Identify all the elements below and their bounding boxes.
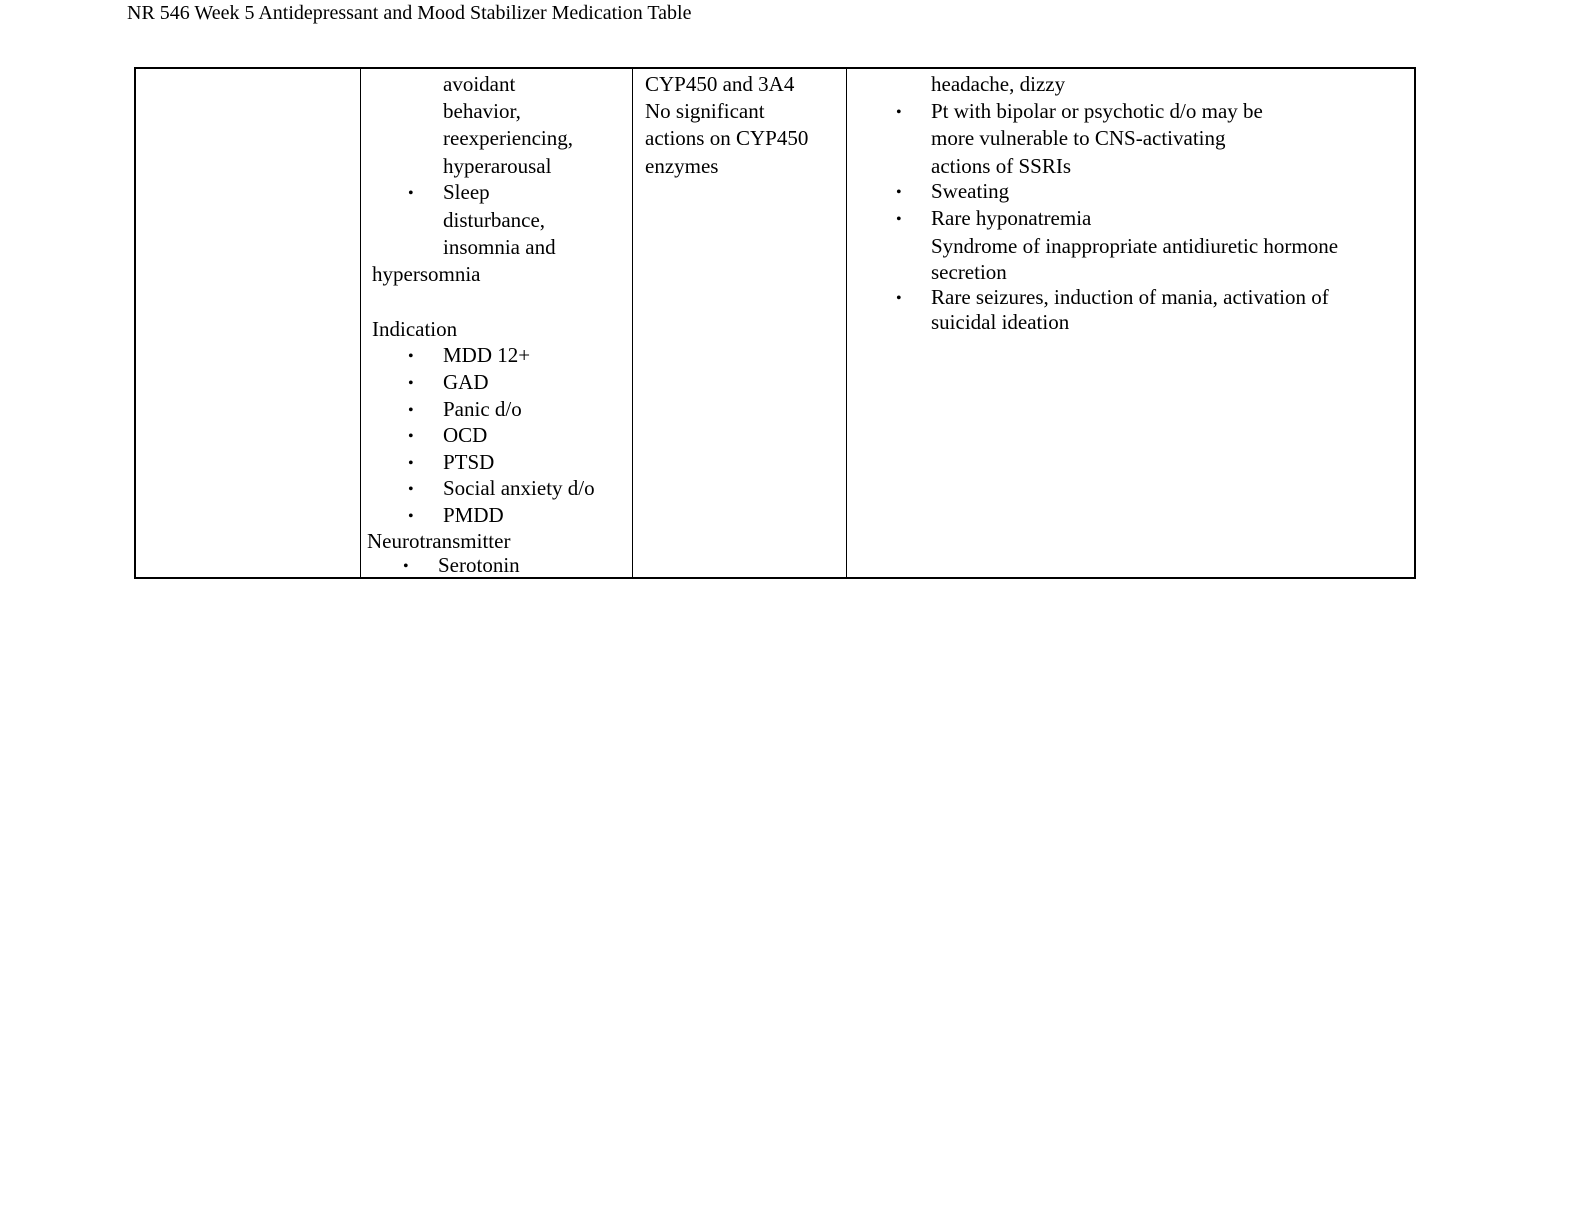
list-item: Rare seizures, induction of mania, activation of [931,285,1329,309]
neurotransmitter-heading: Neurotransmitter [367,529,511,553]
bullet: • [408,185,414,202]
text-line: avoidant [443,72,516,96]
text-line: actions of SSRIs [931,154,1072,178]
text-line: headache, dizzy [931,72,1066,96]
page-header: NR 546 Week 5 Antidepressant and Mood Stabilizer Medication Table [127,2,692,24]
list-item: MDD 12+ [443,343,531,367]
list-item: OCD [443,423,488,447]
column-divider [846,69,847,577]
text-line: actions on CYP450 [645,126,809,150]
text-line: behavior, [443,99,521,123]
text-line: Syndrome of inappropriate antidiuretic hormone [931,234,1339,258]
text-line: enzymes [645,154,719,178]
bullet: • [403,558,409,575]
list-item: PMDD [443,503,504,527]
bullet: • [896,290,902,307]
text-line: reexperiencing, [443,126,574,150]
bullet: • [408,348,414,365]
column-divider [632,69,633,577]
list-item: Serotonin [438,553,520,577]
list-item: Social anxiety d/o [443,476,595,500]
medication-table [134,67,1416,579]
bullet: • [896,184,902,201]
list-item: Sleep [443,180,490,204]
bullet: • [408,481,414,498]
list-item: Pt with bipolar or psychotic d/o may be [931,99,1263,123]
bullet: • [408,428,414,445]
text-line: insomnia and [443,235,556,259]
text-line: more vulnerable to CNS-activating [931,126,1226,150]
list-item: PTSD [443,450,495,474]
bullet: • [408,375,414,392]
text-line: suicidal ideation [931,310,1070,334]
bullet: • [408,402,414,419]
column-divider [360,69,361,577]
bullet: • [408,455,414,472]
text-line: CYP450 and 3A4 [645,72,795,96]
text-line: No significant [645,99,765,123]
text-line: hyperarousal [443,154,552,178]
bullet: • [896,211,902,228]
list-item: Sweating [931,179,1010,203]
indication-heading: Indication [372,317,458,341]
text-line: disturbance, [443,208,546,232]
bullet: • [896,104,902,121]
text-line: secretion [931,260,1007,284]
list-item: Panic d/o [443,397,522,421]
list-item: Rare hyponatremia [931,206,1092,230]
bullet: • [408,508,414,525]
list-item: GAD [443,370,489,394]
text-line: hypersomnia [372,262,481,286]
